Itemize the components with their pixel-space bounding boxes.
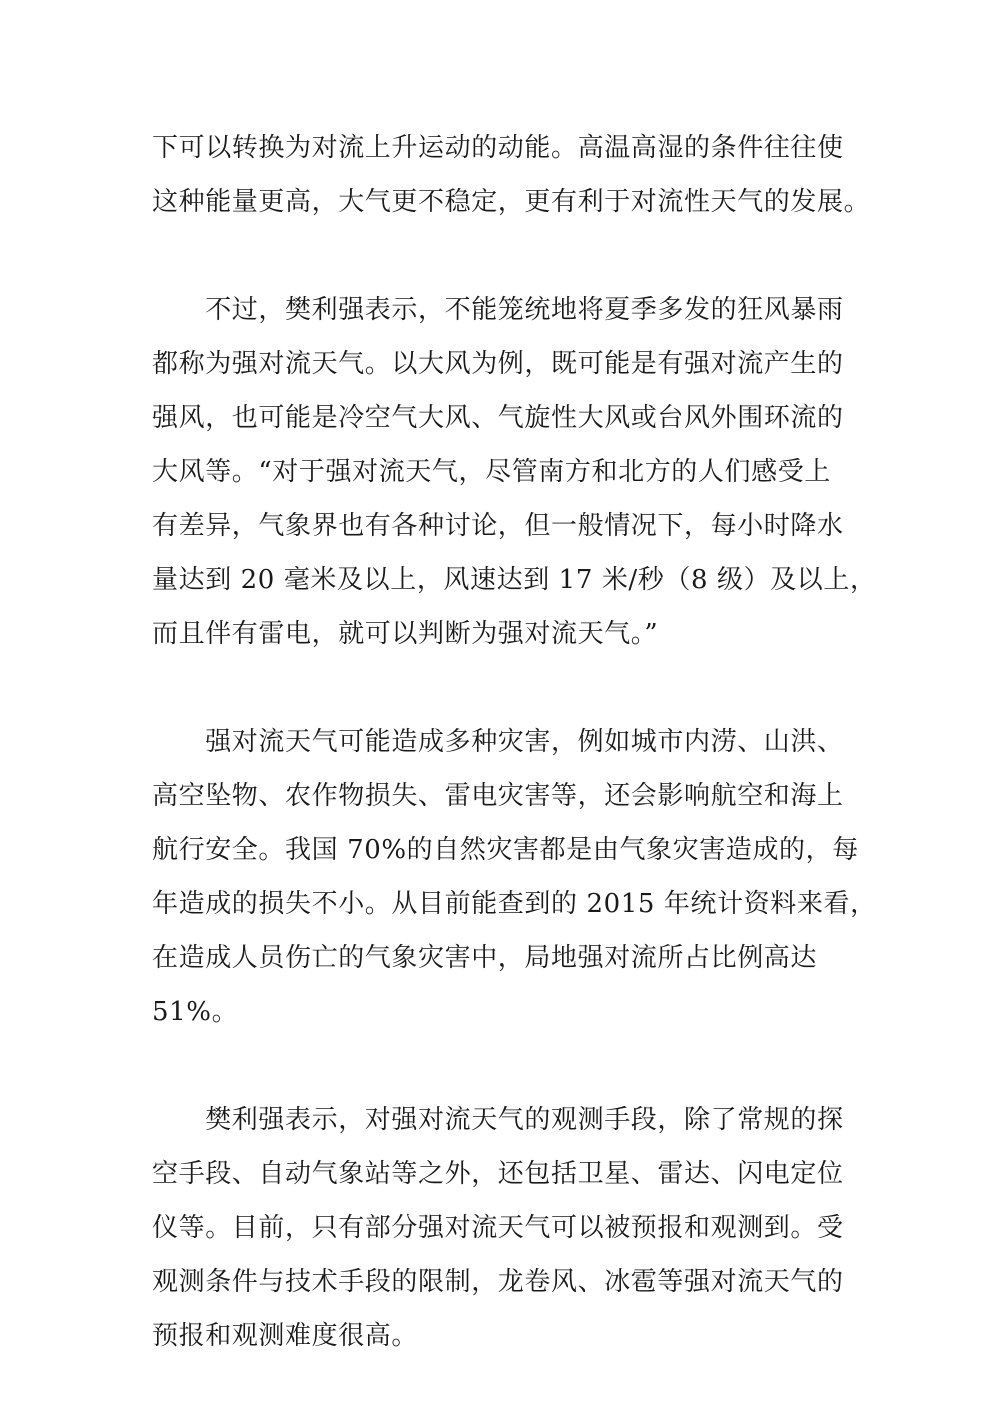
text-line: 大风等。“对于强对流天气，尽管南方和北方的人们感受上 — [152, 457, 831, 487]
text-line: 这种能量更高，大气更不稳定，更有利于对流性天气的发展。 — [152, 187, 871, 217]
text-line: 强对流天气可能造成多种灾害，例如城市内涝、山洪、 — [152, 727, 844, 757]
paragraph-spacer — [152, 1039, 852, 1093]
paragraph-2 — [152, 283, 877, 661]
text-line: 高空坠物、农作物损失、雷电灾害等，还会影响航空和海上 — [152, 781, 844, 811]
text-line: 年造成的损失不小。从目前能查到的 2015 年统计资料来看， — [152, 889, 877, 919]
text-line: 都称为强对流天气。以大风为例，既可能是有强对流产生的 — [152, 349, 844, 379]
text-line: 有差异，气象界也有各种讨论，但一般情况下，每小时降水 — [152, 511, 844, 541]
text-line: 樊利强表示，对强对流天气的观测手段，除了常规的探 — [152, 1105, 844, 1135]
article-body — [152, 121, 877, 1363]
paragraph-spacer — [152, 229, 852, 283]
text-line: 下可以转换为对流上升运动的动能。高温高湿的条件往往使 — [152, 133, 844, 163]
text-line: 强风，也可能是冷空气大风、气旋性大风或台风外围环流的 — [152, 403, 844, 433]
text-line: 仪等。目前，只有部分强对流天气可以被预报和观测到。受 — [152, 1213, 844, 1243]
text-line: 而且伴有雷电，就可以判断为强对流天气。” — [152, 619, 659, 649]
text-line: 不过，樊利强表示，不能笼统地将夏季多发的狂风暴雨 — [152, 295, 844, 325]
paragraph-spacer — [152, 661, 852, 715]
text-line: 量达到 20 毫米及以上，风速达到 17 米/秒（8 级）及以上， — [152, 565, 877, 595]
paragraph-4 — [152, 1093, 852, 1363]
text-line: 观测条件与技术手段的限制，龙卷风、冰雹等强对流天气的 — [152, 1267, 844, 1297]
paragraph-3 — [152, 715, 877, 1039]
text-line: 在造成人员伤亡的气象灾害中，局地强对流所占比例高达 — [152, 943, 818, 973]
text-line: 航行安全。我国 70%的自然灾害都是由气象灾害造成的，每 — [152, 835, 859, 865]
paragraph-1 — [152, 121, 871, 229]
text-line: 51%。 — [152, 997, 239, 1027]
text-line: 预报和观测难度很高。 — [152, 1321, 419, 1351]
text-line: 空手段、自动气象站等之外，还包括卫星、雷达、闪电定位 — [152, 1159, 844, 1189]
